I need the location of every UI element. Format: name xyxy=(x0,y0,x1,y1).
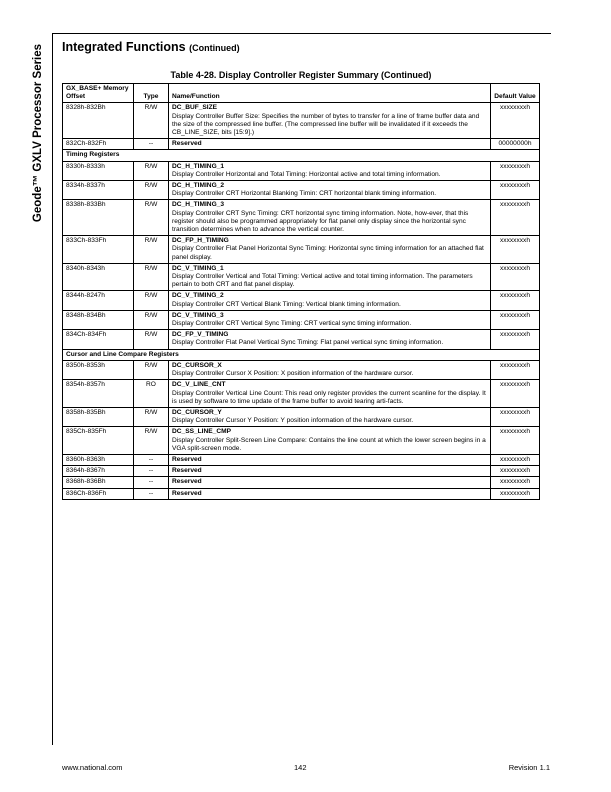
type-cell: R/W xyxy=(134,200,169,236)
type-cell: R/W xyxy=(134,181,169,200)
table-row xyxy=(63,454,540,465)
register-description: Display Controller Cursor X Position: X position information of the hardware cursor. xyxy=(172,370,414,378)
default-value-cell: xxxxxxxxh xyxy=(491,310,540,329)
offset-cell: 8348h-834Bh xyxy=(63,310,134,329)
offset-cell: 8350h-8353h xyxy=(63,360,134,379)
header-name: Name/Function xyxy=(169,84,491,103)
table-title: Table 4-28. Display Controller Register Summary (Continued) xyxy=(170,70,432,80)
type-cell: -- xyxy=(134,477,169,488)
name-function-cell xyxy=(169,291,491,310)
name-function-cell xyxy=(169,263,491,291)
section-title xyxy=(62,40,240,54)
register-description: Display Controller CRT Vertical Blank Timing: Vertical blank timing information. xyxy=(172,300,401,308)
group-label: Cursor and Line Compare Registers xyxy=(63,349,540,360)
table-row xyxy=(63,236,540,264)
offset-cell: 835Ch-835Fh xyxy=(63,427,134,455)
register-name: Reserved xyxy=(172,478,202,486)
table-row xyxy=(63,139,540,150)
name-function-cell xyxy=(169,477,491,488)
group-row xyxy=(63,349,540,360)
name-function-cell xyxy=(169,488,491,499)
group-row xyxy=(63,150,540,161)
register-description: Display Controller Vertical Line Count: This read only register provides the current scanline for the display. It is used by software to time update of the frame buffer to avoid tearing arti-facts. xyxy=(172,389,486,405)
register-description: Display Controller Split-Screen Line Compare: Contains the line count at which the lower screen begins in a VGA split-screen mode. xyxy=(172,436,486,452)
table-row xyxy=(63,407,540,426)
footer-revision: Revision 1.1 xyxy=(508,763,550,772)
offset-cell: 8338h-833Bh xyxy=(63,200,134,236)
default-value-cell: xxxxxxxxh xyxy=(491,291,540,310)
default-value-cell: xxxxxxxxh xyxy=(491,427,540,455)
table-row xyxy=(63,291,540,310)
section-subtitle: (Continued) xyxy=(189,43,240,53)
type-cell: -- xyxy=(134,139,169,150)
offset-cell: 8344h-8247h xyxy=(63,291,134,310)
default-value-cell: xxxxxxxxh xyxy=(491,488,540,499)
name-function-cell xyxy=(169,161,491,180)
name-function-cell xyxy=(169,181,491,200)
type-cell: R/W xyxy=(134,103,169,139)
name-function-cell xyxy=(169,466,491,477)
default-value-cell: xxxxxxxxh xyxy=(491,103,540,139)
type-cell: -- xyxy=(134,466,169,477)
register-name: DC_FP_V_TIMING xyxy=(172,331,229,339)
offset-cell: 8328h-832Bh xyxy=(63,103,134,139)
register-description: Display Controller Flat Panel Horizontal Sync Timing: Horizontal sync timing information for an attached flat panel display. xyxy=(172,245,484,261)
name-function-cell xyxy=(169,454,491,465)
register-name: Reserved xyxy=(172,489,202,497)
register-description: Display Controller Buffer Size: Specifies the number of bytes to transfer for a line of frame buffer data and the size of the compressed line buffer. (The compressed line buffer will be invalidated if it exceeds the CB_LINE_SIZE, bits [15:9].) xyxy=(172,112,480,137)
offset-cell: 8360h-8363h xyxy=(63,454,134,465)
footer-website: www.national.com xyxy=(62,763,123,772)
default-value-cell: 00000000h xyxy=(491,139,540,150)
type-cell: R/W xyxy=(134,263,169,291)
type-cell: -- xyxy=(134,488,169,499)
header-offset: GX_BASE+ Memory Offset xyxy=(63,84,134,103)
footer-page-number: 142 xyxy=(294,763,307,772)
register-name: DC_SS_LINE_CMP xyxy=(172,428,231,436)
offset-cell: 8330h-8333h xyxy=(63,161,134,180)
type-cell: -- xyxy=(134,454,169,465)
type-cell: R/W xyxy=(134,330,169,349)
register-name: DC_V_TIMING_1 xyxy=(172,264,224,272)
register-name: DC_CURSOR_X xyxy=(172,361,222,369)
offset-cell: 834Ch-834Fh xyxy=(63,330,134,349)
group-label: Timing Registers xyxy=(63,150,540,161)
table-header-row xyxy=(63,84,540,103)
table-row xyxy=(63,200,540,236)
table-row xyxy=(63,488,540,499)
register-name: DC_CURSOR_Y xyxy=(172,408,222,416)
table-row xyxy=(63,477,540,488)
register-description: Display Controller Flat Panel Vertical Sync Timing: Flat panel vertical sync timing information. xyxy=(172,339,444,347)
name-function-cell xyxy=(169,330,491,349)
register-name: DC_FP_H_TIMING xyxy=(172,237,229,245)
type-cell: R/W xyxy=(134,236,169,264)
default-value-cell: xxxxxxxxh xyxy=(491,466,540,477)
offset-cell: 836Ch-836Fh xyxy=(63,488,134,499)
type-cell: R/W xyxy=(134,161,169,180)
default-value-cell: xxxxxxxxh xyxy=(491,236,540,264)
offset-cell: 8354h-8357h xyxy=(63,380,134,408)
register-description: Display Controller CRT Sync Timing: CRT horizontal sync timing information. Note, how-ever, that this register should also be programmed appropriately for flat panel only display since the horizontal sync transition determines when to advance the vertical counter. xyxy=(172,209,469,234)
table-row xyxy=(63,427,540,455)
name-function-cell xyxy=(169,380,491,408)
type-cell: R/W xyxy=(134,360,169,379)
table-row xyxy=(63,161,540,180)
register-description: Display Controller Horizontal and Total Timing: Horizontal active and total timing information. xyxy=(172,170,441,178)
offset-cell: 832Ch-832Fh xyxy=(63,139,134,150)
default-value-cell: xxxxxxxxh xyxy=(491,181,540,200)
default-value-cell: xxxxxxxxh xyxy=(491,200,540,236)
register-name: DC_BUF_SIZE xyxy=(172,104,218,112)
offset-cell: 8334h-8337h xyxy=(63,181,134,200)
table-row xyxy=(63,360,540,379)
table-row xyxy=(63,330,540,349)
table-row xyxy=(63,103,540,139)
default-value-cell: xxxxxxxxh xyxy=(491,263,540,291)
default-value-cell: xxxxxxxxh xyxy=(491,380,540,408)
register-name: DC_V_TIMING_2 xyxy=(172,292,224,300)
type-cell: R/W xyxy=(134,310,169,329)
name-function-cell xyxy=(169,407,491,426)
name-function-cell xyxy=(169,310,491,329)
default-value-cell: xxxxxxxxh xyxy=(491,330,540,349)
register-description: Display Controller CRT Horizontal Blanking Timin: CRT horizontal blank timing information. xyxy=(172,190,437,198)
name-function-cell xyxy=(169,236,491,264)
name-function-cell xyxy=(169,360,491,379)
register-name: DC_V_LINE_CNT xyxy=(172,381,226,389)
offset-cell: 8340h-8343h xyxy=(63,263,134,291)
register-description: Display Controller Vertical and Total Timing: Vertical active and total timing information. The parameters pertain to both CRT and flat panel display. xyxy=(172,273,473,289)
name-function-cell xyxy=(169,427,491,455)
register-name: DC_H_TIMING_2 xyxy=(172,182,225,190)
offset-cell: 8364h-8367h xyxy=(63,466,134,477)
register-name: Reserved xyxy=(172,467,202,475)
register-description: Display Controller CRT Vertical Sync Timing: CRT vertical sync timing information. xyxy=(172,320,412,328)
table-row xyxy=(63,466,540,477)
type-cell: R/W xyxy=(134,291,169,310)
default-value-cell: xxxxxxxxh xyxy=(491,161,540,180)
register-name: Reserved xyxy=(172,455,202,463)
table-row xyxy=(63,181,540,200)
offset-cell: 8358h-835Bh xyxy=(63,407,134,426)
name-function-cell xyxy=(169,139,491,150)
type-cell: RO xyxy=(134,380,169,408)
offset-cell: 8368h-836Bh xyxy=(63,477,134,488)
header-type: Type xyxy=(134,84,169,103)
offset-cell: 833Ch-833Fh xyxy=(63,236,134,264)
header-default: Default Value xyxy=(491,84,540,103)
section-title-text: Integrated Functions xyxy=(62,40,186,54)
table-row xyxy=(63,310,540,329)
default-value-cell: xxxxxxxxh xyxy=(491,477,540,488)
register-name: DC_V_TIMING_3 xyxy=(172,311,224,319)
name-function-cell xyxy=(169,200,491,236)
table-row xyxy=(63,263,540,291)
register-name: DC_H_TIMING_3 xyxy=(172,201,225,209)
register-summary-table xyxy=(62,83,540,500)
default-value-cell: xxxxxxxxh xyxy=(491,360,540,379)
default-value-cell: xxxxxxxxh xyxy=(491,407,540,426)
default-value-cell: xxxxxxxxh xyxy=(491,454,540,465)
table-row xyxy=(63,380,540,408)
type-cell: R/W xyxy=(134,427,169,455)
register-name: Reserved xyxy=(172,140,202,148)
type-cell: R/W xyxy=(134,407,169,426)
register-name: DC_H_TIMING_1 xyxy=(172,162,225,170)
name-function-cell xyxy=(169,103,491,139)
series-side-title: Geode™ GXLV Processor Series xyxy=(32,43,44,222)
register-description: Display Controller Cursor Y Position: Y position information of the hardware cursor. xyxy=(172,417,414,425)
